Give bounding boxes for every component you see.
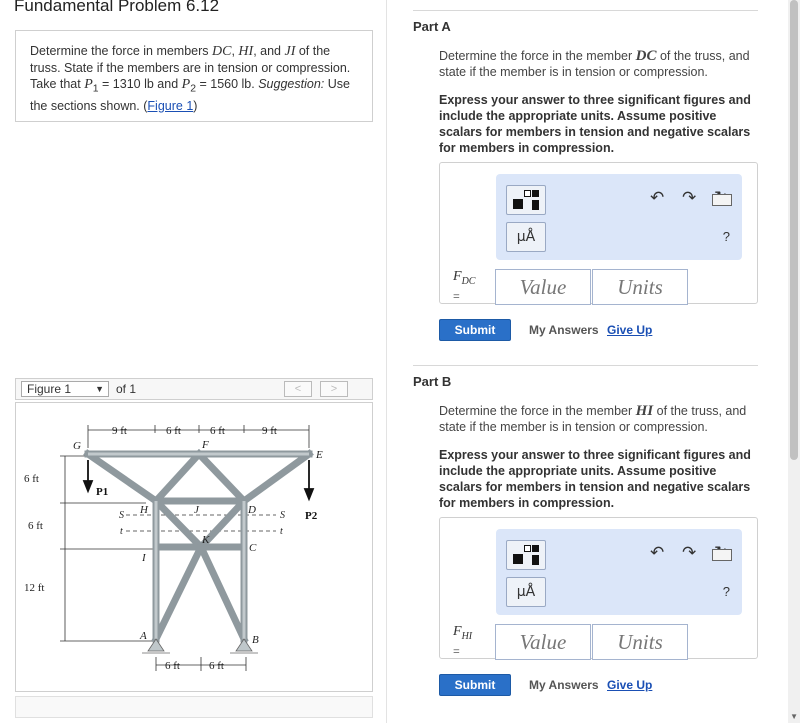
part-title: Part B — [413, 374, 452, 389]
dim-left-1: 6 ft — [24, 473, 39, 485]
problem-panel — [0, 0, 387, 723]
part-b — [413, 365, 758, 692]
node-label: H — [140, 504, 148, 516]
node-label: C — [249, 542, 257, 554]
scroll-down-icon[interactable]: ▼ — [790, 712, 798, 721]
page-title: Fundamental Problem 6.12 — [14, 0, 220, 15]
section-label: t — [120, 526, 123, 537]
node-label: J — [194, 504, 199, 516]
help-icon[interactable]: ? — [722, 584, 730, 599]
node-label: B — [252, 634, 259, 646]
problem-statement: Determine the force in members DC, HI, and JI of the truss. State if the members are in tension or compression. Take that $P_1 = 1310$ lb and $P_2 = 1560$ lb. Suggestion: Use the sections shown. (Figure 1) — [15, 30, 373, 122]
variable-label: $F_{DC}$ = — [453, 269, 476, 303]
dim-bottom-1: 6 ft — [165, 660, 180, 672]
part-title: Part A — [413, 19, 451, 34]
dim-left-2: 6 ft — [28, 520, 43, 532]
give-up-link[interactable]: Give Up — [607, 678, 653, 692]
part-instructions: Express your answer to three significant figures and include the appropriate units. Assume positive scalars for members in tension and negative scalars for members in compression. — [439, 448, 751, 510]
keyboard-icon[interactable] — [712, 549, 732, 561]
dim-left-3: 12 ft — [24, 582, 45, 594]
section-label: S — [119, 510, 124, 521]
dim-top-1: 9 ft — [112, 425, 127, 437]
scrollbar[interactable] — [788, 0, 800, 723]
divider — [413, 10, 758, 11]
answer-box — [439, 162, 758, 304]
template-button[interactable] — [506, 185, 546, 215]
part-instructions: Express your answer to three significant figures and include the appropriate units. Assume positive scalars for members in tension and negative scalars for members in compression. — [439, 93, 751, 155]
truss-diagram — [16, 403, 372, 691]
node-label: K — [202, 534, 210, 546]
dim-top-2: 6 ft — [166, 425, 181, 437]
figure-count: of 1 — [116, 382, 137, 396]
units-input[interactable]: Units — [592, 624, 688, 660]
undo-icon[interactable]: ↶ — [650, 543, 665, 563]
answer-box — [439, 517, 758, 659]
submit-button[interactable]: Submit — [439, 674, 511, 696]
part-question: Determine the force in the member HI of the truss, and state if the member is in tension or compression. — [439, 403, 747, 434]
node-label: I — [142, 552, 146, 564]
units-button[interactable]: μÅ — [506, 222, 546, 252]
math-toolbar — [496, 174, 742, 260]
section-label: t — [280, 526, 283, 537]
next-figure-button[interactable]: > — [320, 381, 348, 397]
node-label: E — [316, 449, 323, 461]
math-toolbar — [496, 529, 742, 615]
my-answers-link[interactable]: My Answers — [529, 323, 599, 337]
dim-top-3: 6 ft — [210, 425, 225, 437]
scroll-thumb[interactable] — [790, 0, 798, 460]
my-answers-link[interactable]: My Answers — [529, 678, 599, 692]
redo-icon[interactable]: ↷ — [682, 188, 697, 208]
units-button[interactable]: μÅ — [506, 577, 546, 607]
give-up-link[interactable]: Give Up — [607, 323, 653, 337]
figure-footer — [15, 696, 373, 718]
caret-down-icon: ▼ — [95, 384, 104, 394]
load-label: P2 — [305, 510, 318, 522]
template-button[interactable] — [506, 540, 546, 570]
figure-select[interactable]: Figure 1 ▼ — [21, 381, 109, 397]
part-a — [413, 10, 758, 337]
truss-figure — [15, 402, 373, 692]
node-label: A — [140, 630, 147, 642]
part-question: Determine the force in the member DC of the truss, and state if the member is in tension or compression. — [439, 48, 750, 79]
figure-navigation — [15, 378, 373, 400]
undo-icon[interactable]: ↶ — [650, 188, 665, 208]
node-label: G — [73, 440, 81, 452]
help-icon[interactable]: ? — [722, 229, 730, 244]
dim-bottom-2: 6 ft — [209, 660, 224, 672]
node-label: D — [248, 504, 256, 516]
submit-button[interactable]: Submit — [439, 319, 511, 341]
redo-icon[interactable]: ↷ — [682, 543, 697, 563]
value-input[interactable]: Value — [495, 269, 591, 305]
load-label: P1 — [96, 486, 109, 498]
units-input[interactable]: Units — [592, 269, 688, 305]
section-label: S — [280, 510, 285, 521]
variable-label: $F_{HI}$ = — [453, 624, 473, 658]
dim-top-4: 9 ft — [262, 425, 277, 437]
figure-link[interactable]: Figure 1 — [147, 98, 194, 113]
prev-figure-button[interactable]: < — [284, 381, 312, 397]
node-label: F — [202, 439, 209, 451]
value-input[interactable]: Value — [495, 624, 591, 660]
divider — [413, 365, 758, 366]
keyboard-icon[interactable] — [712, 194, 732, 206]
